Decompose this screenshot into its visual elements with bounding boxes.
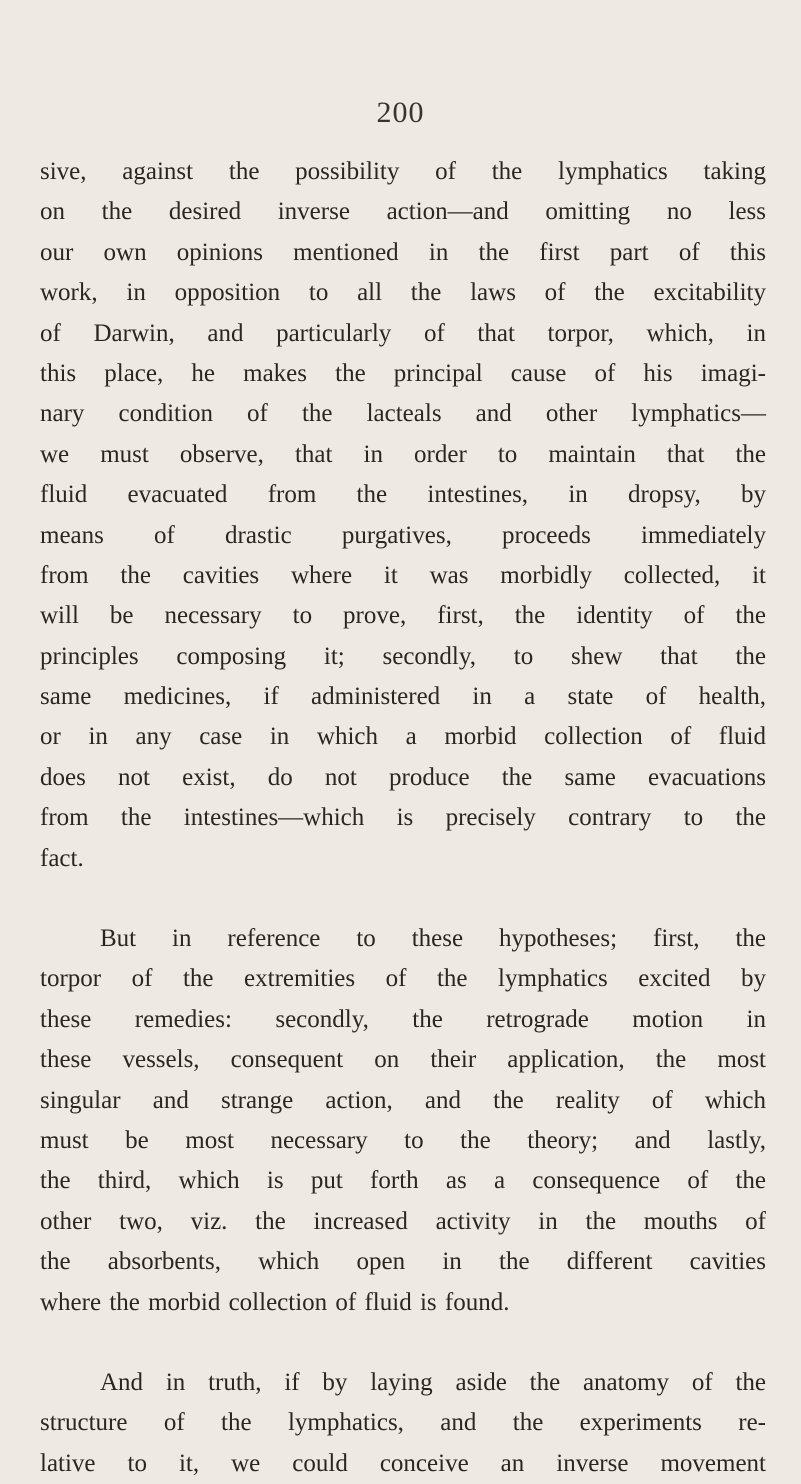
- text-line: fact.: [40, 844, 84, 872]
- text-line: on the desired inverse action—and omitting no less: [40, 198, 766, 226]
- text-line: our own opinions mentioned in the first part of this: [40, 238, 766, 266]
- text-line: structure of the lymphatics, and the experiments re-: [40, 1409, 766, 1437]
- text-line: singular and strange action, and the reality of which: [40, 1086, 766, 1114]
- text-line: sive, against the possibility of the lymphatics taking: [40, 158, 766, 185]
- text-line: from the intestines—which is precisely contrary to the: [40, 804, 766, 832]
- text-line: same medicines, if administered in a state of health,: [40, 683, 766, 711]
- paragraph-1: [40, 152, 766, 879]
- text-line: But in reference to these hypotheses; first, the: [100, 925, 766, 953]
- text-line: will be necessary to prove, first, the identity of the: [40, 602, 766, 630]
- text-line: other two, viz. the increased activity in the mouths of: [40, 1207, 766, 1235]
- text-line: does not exist, do not produce the same evacuations: [40, 763, 766, 791]
- paragraph-2: [40, 919, 766, 1323]
- text-line: where the morbid collection of fluid is found.: [40, 1288, 510, 1316]
- text-line: these vessels, consequent on their application, the most: [40, 1046, 766, 1074]
- page-number: 200: [376, 96, 425, 129]
- text-line: must be most necessary to the theory; and lastly,: [40, 1126, 766, 1154]
- text-line: from the cavities where it was morbidly collected, it: [40, 561, 766, 589]
- text-line: the absorbents, which open in the different cavities: [40, 1248, 766, 1276]
- paragraph-3: [40, 1363, 766, 1484]
- text-line: fluid evacuated from the intestines, in dropsy, by: [40, 481, 766, 509]
- paragraph-gap: [40, 1323, 766, 1363]
- text-line: means of drastic purgatives, proceeds immediately: [40, 521, 766, 549]
- text-line: nary condition of the lacteals and other lymphatics—: [40, 400, 766, 428]
- text-line: of Darwin, and particularly of that torpor, which, in: [40, 319, 766, 347]
- text-line: work, in opposition to all the laws of the excitability: [40, 279, 766, 307]
- body-text: [40, 152, 766, 1484]
- text-line: these remedies: secondly, the retrograde motion in: [40, 1005, 766, 1033]
- text-line: principles composing it; secondly, to shew that the: [40, 642, 766, 670]
- text-line: the third, which is put forth as a consequence of the: [40, 1167, 766, 1195]
- text-line: we must observe, that in order to maintain that the: [40, 440, 766, 468]
- text-line: torpor of the extremities of the lymphatics excited by: [40, 965, 766, 993]
- paragraph-gap: [40, 879, 766, 919]
- text-line: And in truth, if by laying aside the anatomy of the: [100, 1368, 766, 1396]
- text-line: this place, he makes the principal cause of his imagi-: [40, 359, 766, 387]
- text-line: lative to it, we could conceive an inverse movement: [40, 1449, 766, 1477]
- text-line: or in any case in which a morbid collection of fluid: [40, 723, 766, 751]
